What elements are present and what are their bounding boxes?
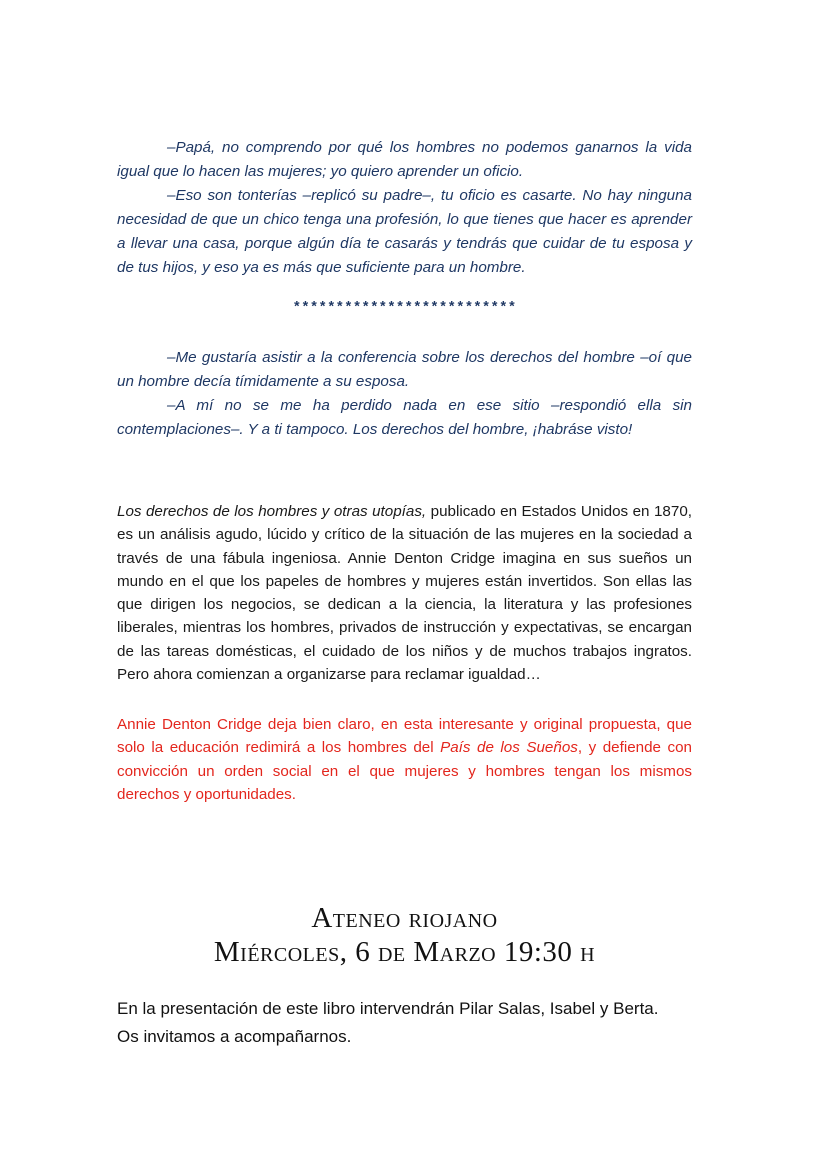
highlight-paragraph — [117, 713, 692, 806]
closing-text — [117, 995, 717, 1051]
dialogue-block-1 — [117, 136, 692, 280]
section-separator: ************************** — [292, 300, 517, 316]
dialogue-line: –A mí no se me ha perdido nada en ese sitio –respondió ella sin contemplaciones–. Y a ti tampoco. Los derechos del hombre, ¡habráse visto! — [117, 397, 692, 438]
synopsis-paragraph — [117, 500, 692, 686]
highlight-text: Annie Denton Cridge deja bien claro, en esta interesante y original propuesta, que solo la educación redimirá a los hombres del — [117, 716, 692, 757]
dialogue-line: –Eso son tonterías –replicó su padre–, tu oficio es casarte. No hay ninguna necesidad de que un chico tenga una profesión, lo que tienes que hacer es aprender a llevar una casa, porque algún día te casarás y tendrás que cuidar de tu esposa y de tus hijos, y eso ya es más que suficiente para un hombre. — [117, 187, 692, 276]
event-venue: Ateneo riojano — [311, 902, 498, 934]
dialogue-block-2 — [117, 346, 692, 442]
synopsis-text: publicado en Estados Unidos en 1870, es un análisis agudo, lúcido y crítico de la situación de las mujeres en la sociedad a través de una fábula ingeniosa. Annie Denton Cridge imagina en sus sueños un mundo en el que los papeles de hombres y mujeres están invertidos. Son ellas las que dirigen los negocios, se dedican a la ciencia, la literatura y las profesiones liberales, mientras los hombres, privados de instrucción y expectativas, se encargan de las tareas domésticas, el cuidado de los niños y de muchos trabajos ingratos. Pero ahora comienzan a organizarse para reclamar igualdad… — [117, 503, 692, 684]
closing-line: Os invitamos a acompañarnos. — [117, 1027, 352, 1046]
highlight-text: , y defiende con convicción un orden social en el que mujeres y hombres tengan los mismos derechos y oportunidades. — [117, 739, 692, 803]
event-datetime: Miércoles, 6 de Marzo 19:30 h — [213, 936, 596, 968]
closing-line: En la presentación de este libro intervendrán Pilar Salas, Isabel y Berta. — [117, 999, 659, 1018]
dialogue-line: –Me gustaría asistir a la conferencia sobre los derechos del hombre –oí que un hombre decía tímidamente a su esposa. — [117, 349, 692, 390]
highlight-italic: País de los Sueños — [440, 739, 578, 757]
dialogue-line: –Papá, no comprendo por qué los hombres no podemos ganarnos la vida igual que lo hacen las mujeres; yo quiero aprender un oficio. — [117, 139, 692, 180]
book-title: Los derechos de los hombres y otras utopías, — [117, 503, 427, 520]
